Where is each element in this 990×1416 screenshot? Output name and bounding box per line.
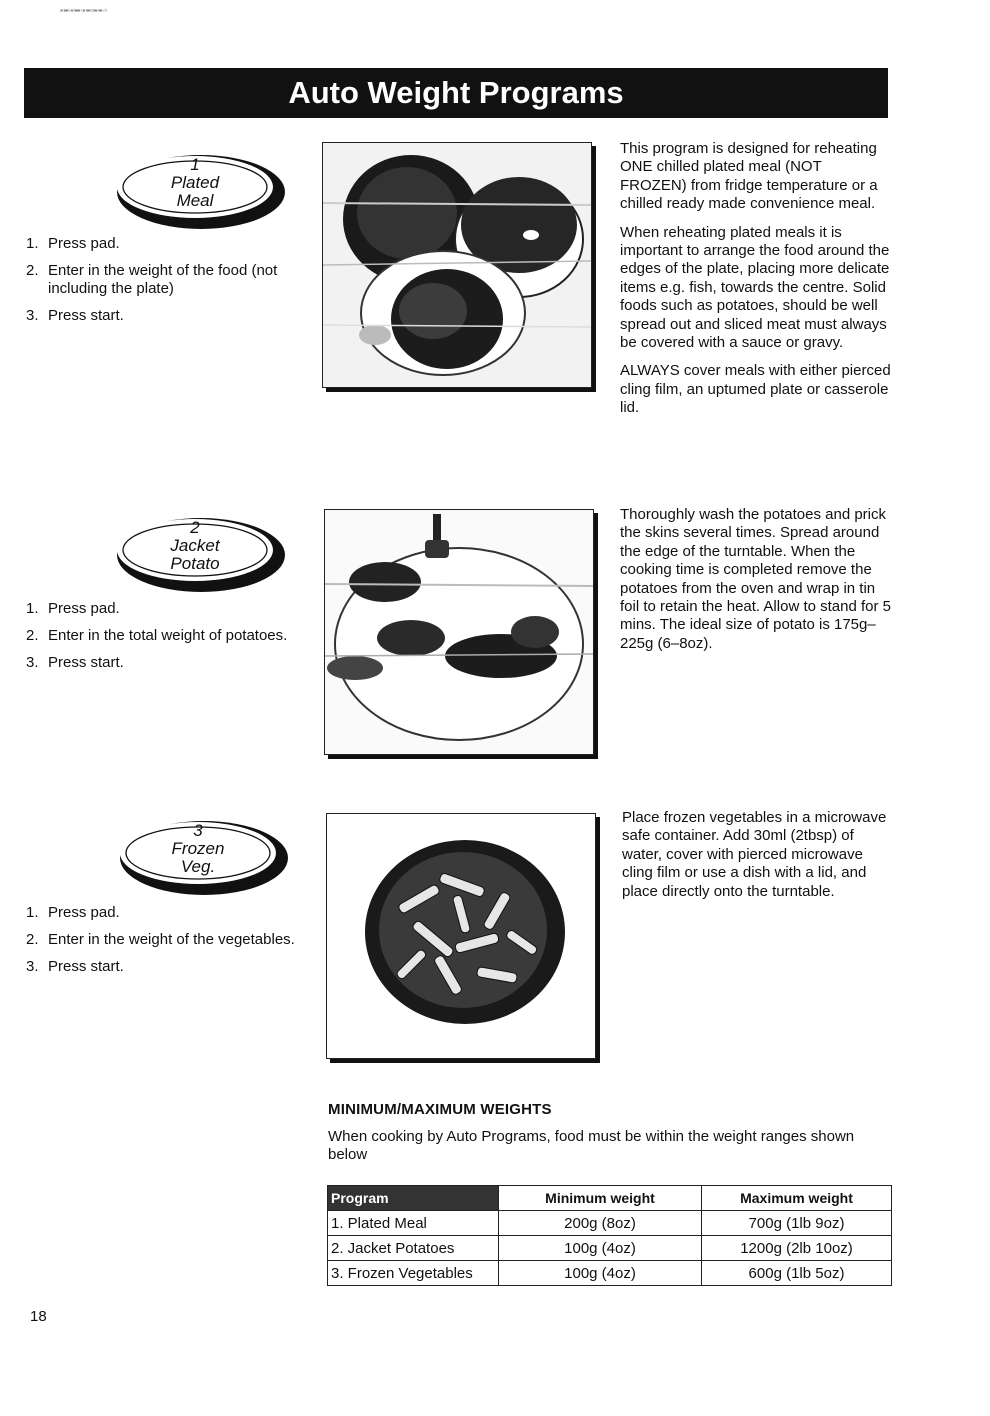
step-number: 3. bbox=[26, 958, 39, 975]
description-paragraph: This program is designed for reheating ONE chilled plated meal (NOT FROZEN) from fridge temperature or a chilled ready made convenience meal. bbox=[620, 140, 878, 213]
step-text: Press pad. bbox=[48, 904, 120, 921]
step-number: 3. bbox=[26, 654, 39, 671]
step-text: Enter in the weight of the food (not including the plate) bbox=[48, 262, 278, 297]
step-number: 1. bbox=[26, 235, 39, 252]
step-text: Press start. bbox=[48, 307, 124, 324]
step-number: 3. bbox=[26, 307, 39, 324]
table-row bbox=[328, 1236, 892, 1261]
step-number: 1. bbox=[26, 600, 39, 617]
description-paragraph: ALWAYS cover meals with either pierced cling film, an uptumed plate or casserole lid. bbox=[620, 362, 891, 417]
step-item bbox=[26, 931, 301, 949]
badge-line2: Veg. bbox=[180, 857, 216, 876]
weights-table bbox=[327, 1185, 892, 1286]
plated-meal-steps bbox=[26, 235, 301, 334]
maximum-cell: 600g (1lb 5oz) bbox=[702, 1261, 892, 1286]
jacket-potato-steps bbox=[26, 600, 301, 681]
page-number: 18 bbox=[30, 1308, 47, 1325]
step-text: Press start. bbox=[48, 654, 124, 671]
step-text: Enter in the total weight of potatoes. bbox=[48, 627, 288, 644]
table-row bbox=[328, 1211, 892, 1236]
table-row bbox=[328, 1261, 892, 1286]
step-number: 2. bbox=[26, 931, 39, 948]
step-text: Enter in the weight of the vegetables. bbox=[48, 931, 295, 948]
minimum-cell: 100g (4oz) bbox=[499, 1236, 702, 1261]
page-title: Auto Weight Programs bbox=[24, 68, 888, 118]
weights-intro: When cooking by Auto Programs, food must be within the weight ranges shown below bbox=[328, 1128, 855, 1163]
description-paragraph: Thoroughly wash the potatoes and prick the skins several times. Spread around the edge of the turntable. When the cooking time is completed remove the potatoes from the oven and wrap in tin foil to retain the heat. Allow to stand for 5 mins. The ideal size of potato is 175g–225g (6–8oz). bbox=[620, 506, 891, 652]
plated-meal-badge[interactable] bbox=[107, 150, 289, 232]
scan-artifact: ▪▫▪▪▫ ▪▫▪▪▪ ▫▪ ▪▪▫▫▪▪ ▪▪ ▫▫ bbox=[60, 6, 107, 15]
frozen-veg-description bbox=[622, 809, 894, 911]
step-item bbox=[26, 235, 301, 253]
jacket-potato-photo bbox=[324, 509, 594, 755]
frozen-veg-steps bbox=[26, 904, 301, 985]
maximum-cell: 1200g (2lb 10oz) bbox=[702, 1236, 892, 1261]
step-item bbox=[26, 307, 301, 325]
column-header-program: Program bbox=[328, 1186, 499, 1211]
plated-meal-photo bbox=[322, 142, 592, 388]
step-number: 2. bbox=[26, 627, 39, 644]
step-item bbox=[26, 904, 301, 922]
badge-line2: Meal bbox=[176, 191, 214, 210]
weights-heading: MINIMUM/MAXIMUM WEIGHTS bbox=[328, 1101, 552, 1118]
frozen-veg-photo bbox=[326, 813, 596, 1059]
badge-number: 1 bbox=[190, 155, 200, 174]
jacket-potato-badge[interactable] bbox=[107, 513, 289, 595]
column-header-minimum: Minimum weight bbox=[499, 1186, 702, 1211]
minimum-cell: 100g (4oz) bbox=[499, 1261, 702, 1286]
step-item bbox=[26, 654, 301, 672]
table-header-row bbox=[328, 1186, 892, 1211]
step-text: Press pad. bbox=[48, 600, 120, 617]
plated-meal-description bbox=[620, 140, 892, 428]
step-number: 1. bbox=[26, 904, 39, 921]
program-cell: 3. Frozen Vegetables bbox=[328, 1261, 499, 1286]
badge-line1: Frozen bbox=[171, 839, 225, 858]
badge-line2: Potato bbox=[170, 554, 220, 573]
step-item bbox=[26, 958, 301, 976]
step-text: Press pad. bbox=[48, 235, 120, 252]
badge-number: 3 bbox=[193, 821, 203, 840]
column-header-maximum: Maximum weight bbox=[702, 1186, 892, 1211]
step-number: 2. bbox=[26, 262, 39, 279]
step-item bbox=[26, 600, 301, 618]
program-cell: 1. Plated Meal bbox=[328, 1211, 499, 1236]
badge-line1: Jacket bbox=[170, 536, 220, 555]
step-text: Press start. bbox=[48, 958, 124, 975]
step-item bbox=[26, 262, 301, 298]
description-paragraph: Place frozen vegetables in a microwave safe container. Add 30ml (2tbsp) of water, cover with pierced microwave cling film or use a dish with a lid, and place directly onto the turntable. bbox=[622, 809, 887, 900]
maximum-cell: 700g (1lb 9oz) bbox=[702, 1211, 892, 1236]
description-paragraph: When reheating plated meals it is important to arrange the food around the edges of the plate, placing more delicate items e.g. fish, towards the centre. Solid foods such as potatoes, should be well spread out and sliced meat must always be covered with a sauce or gravy. bbox=[620, 223, 890, 352]
minimum-cell: 200g (8oz) bbox=[499, 1211, 702, 1236]
program-cell: 2. Jacket Potatoes bbox=[328, 1236, 499, 1261]
jacket-potato-description bbox=[620, 506, 892, 663]
step-item bbox=[26, 627, 301, 645]
frozen-veg-badge[interactable] bbox=[110, 816, 292, 898]
badge-line1: Plated bbox=[170, 173, 220, 192]
badge-number: 2 bbox=[190, 518, 200, 537]
